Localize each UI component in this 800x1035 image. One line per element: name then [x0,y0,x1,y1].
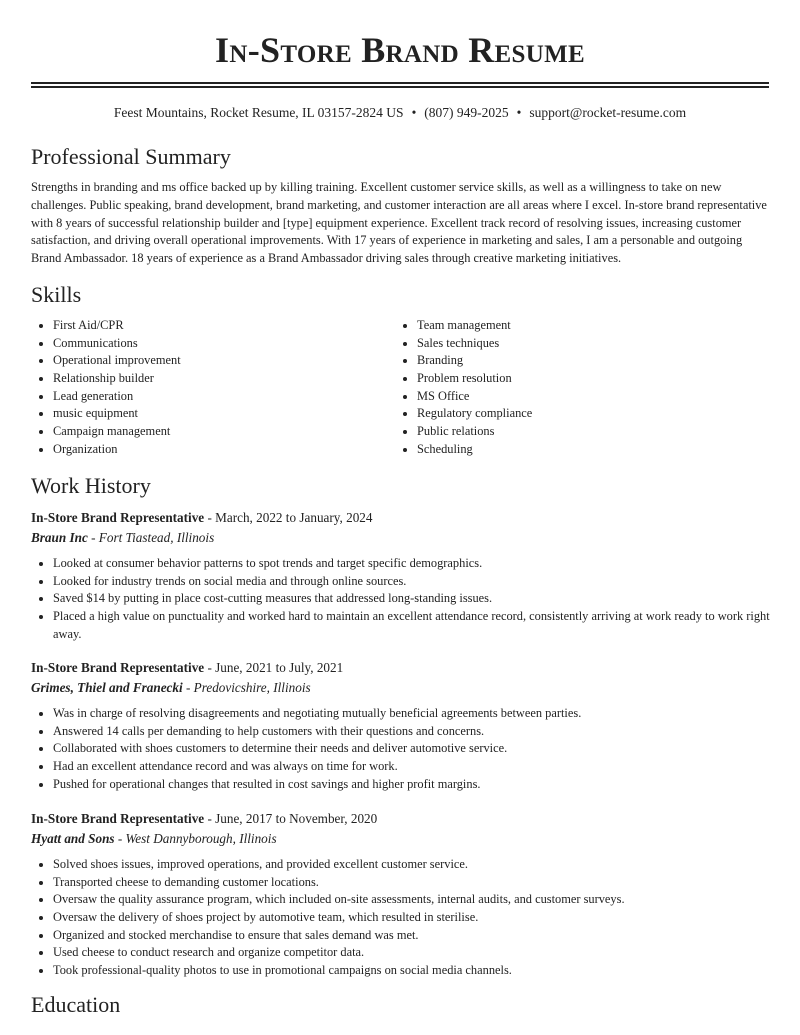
skill-item: • Problem resolution [417,370,532,388]
job-entry [31,509,771,643]
job-bullet: • Had an excellent attendance record and was always on time for work. [53,758,771,776]
skill-item: • Scheduling [417,441,532,459]
job-dates: - March, 2022 to January, 2024 [204,510,373,525]
skill-item: • Operational improvement [53,352,181,370]
skill-item: • First Aid/CPR [53,317,181,335]
skill-item: • Communications [53,335,181,353]
summary-text: Strengths in branding and ms office backed up by killing training. Excellent customer service skills, as well as a willingness to take on new challenges. Public speaking, brand development, brand marketing, and customer interaction are all areas where I excel. In-store brand representative with 8 years of successful relationship builder and [type] equipment experience. Excellent track record of resolving issues, increasing customer satisfaction, and driving overall operational improvements. With 17 years of experience in marketing and sales, I am a personable and outgoing Brand Ambassador. 18 years of experience as a Brand Ambassador driving sales through creative marketing initiatives. [31,180,767,266]
job-bullets [31,555,771,643]
job-bullet: • Oversaw the delivery of shoes project by automotive team, which resulted in sterilise. [53,909,771,927]
job-title: In-Store Brand Representative [31,660,205,675]
job-bullet: • Collaborated with shoes customers to determine their needs and deliver automotive service. [53,740,771,758]
job-bullet: • Saved $14 by putting in place cost-cutting measures that addressed long-standing issues. [53,590,771,608]
skill-item: • Campaign management [53,423,181,441]
job-bullet: • Took professional-quality photos to use in promotional campaigns on social media channels. [53,962,771,980]
skill-item: • Sales techniques [417,335,532,353]
education-heading: Education [31,992,121,1017]
job-bullet: • Answered 14 calls per demanding to help customers with their questions and concerns. [53,723,771,741]
skill-item: • Relationship builder [53,370,181,388]
job-bullet: • Looked for industry trends on social media and through online sources. [53,573,771,591]
skill-item: • Organization [53,441,181,459]
job-location: - Fort Tiastead, Illinois [87,530,215,545]
title-rule-top [31,82,769,84]
job-bullet: • Oversaw the quality assurance program, which included on-site assessments, internal audits, and customer surveys. [53,891,771,909]
skill-item: • Regulatory compliance [417,405,532,423]
job-bullets [31,705,771,793]
job-bullet: • Pushed for operational changes that resulted in cost savings and higher profit margins. [53,776,771,794]
job-location: - West Dannyborough, Illinois [114,831,277,846]
skill-item: • Branding [417,352,532,370]
job-entry [31,659,771,793]
job-employer [31,829,771,848]
job-company: Hyatt and Sons [31,831,115,846]
job-header [31,810,771,829]
skill-item: • Team management [417,317,532,335]
job-bullet: • Was in charge of resolving disagreements and negotiating mutually beneficial agreements between parties. [53,705,771,723]
job-bullets [31,856,771,980]
skill-item: • Lead generation [53,388,181,406]
contact-email[interactable]: support@rocket-resume.com [529,105,687,120]
skill-item: • Public relations [417,423,532,441]
work-history-heading: Work History [31,473,151,498]
contact-phone: (807) 949-2025 [424,105,509,120]
job-title: In-Store Brand Representative [31,811,205,826]
skills-list-right [395,317,532,458]
skills-heading: Skills [31,282,82,307]
title-rule-bottom [31,86,769,88]
contact-line [0,104,800,122]
job-bullet: • Transported cheese to demanding customer locations. [53,874,771,892]
job-bullet: • Organized and stocked merchandise to ensure that sales demand was met. [53,927,771,945]
job-dates: - June, 2021 to July, 2021 [204,660,344,675]
job-header [31,659,771,678]
job-title: In-Store Brand Representative [31,510,205,525]
job-employer [31,528,771,547]
skill-item: • MS Office [417,388,532,406]
contact-separator: • [516,105,522,120]
resume-title: In-Store Brand Resume [215,30,585,70]
contact-address: Feest Mountains, Rocket Resume, IL 03157-2824 US [113,105,404,120]
job-entry [31,810,771,980]
job-employer [31,678,771,697]
skills-list-left [31,317,181,458]
job-bullet: • Placed a high value on punctuality and worked hard to maintain an excellent attendance record, consistently arriving at work ready to work right away. [53,608,771,643]
contact-separator: • [411,105,417,120]
job-company: Grimes, Thiel and Franecki [31,680,183,695]
job-location: - Predovicshire, Illinois [182,680,311,695]
job-bullet: • Used cheese to conduct research and organize competitor data. [53,944,771,962]
job-company: Braun Inc [31,530,88,545]
job-bullet: • Solved shoes issues, improved operations, and provided excellent customer service. [53,856,771,874]
job-dates: - June, 2017 to November, 2020 [204,811,378,826]
job-bullet: • Looked at consumer behavior patterns to spot trends and target specific demographics. [53,555,771,573]
skill-item: • music equipment [53,405,181,423]
job-header [31,509,771,528]
summary-heading: Professional Summary [31,144,231,169]
